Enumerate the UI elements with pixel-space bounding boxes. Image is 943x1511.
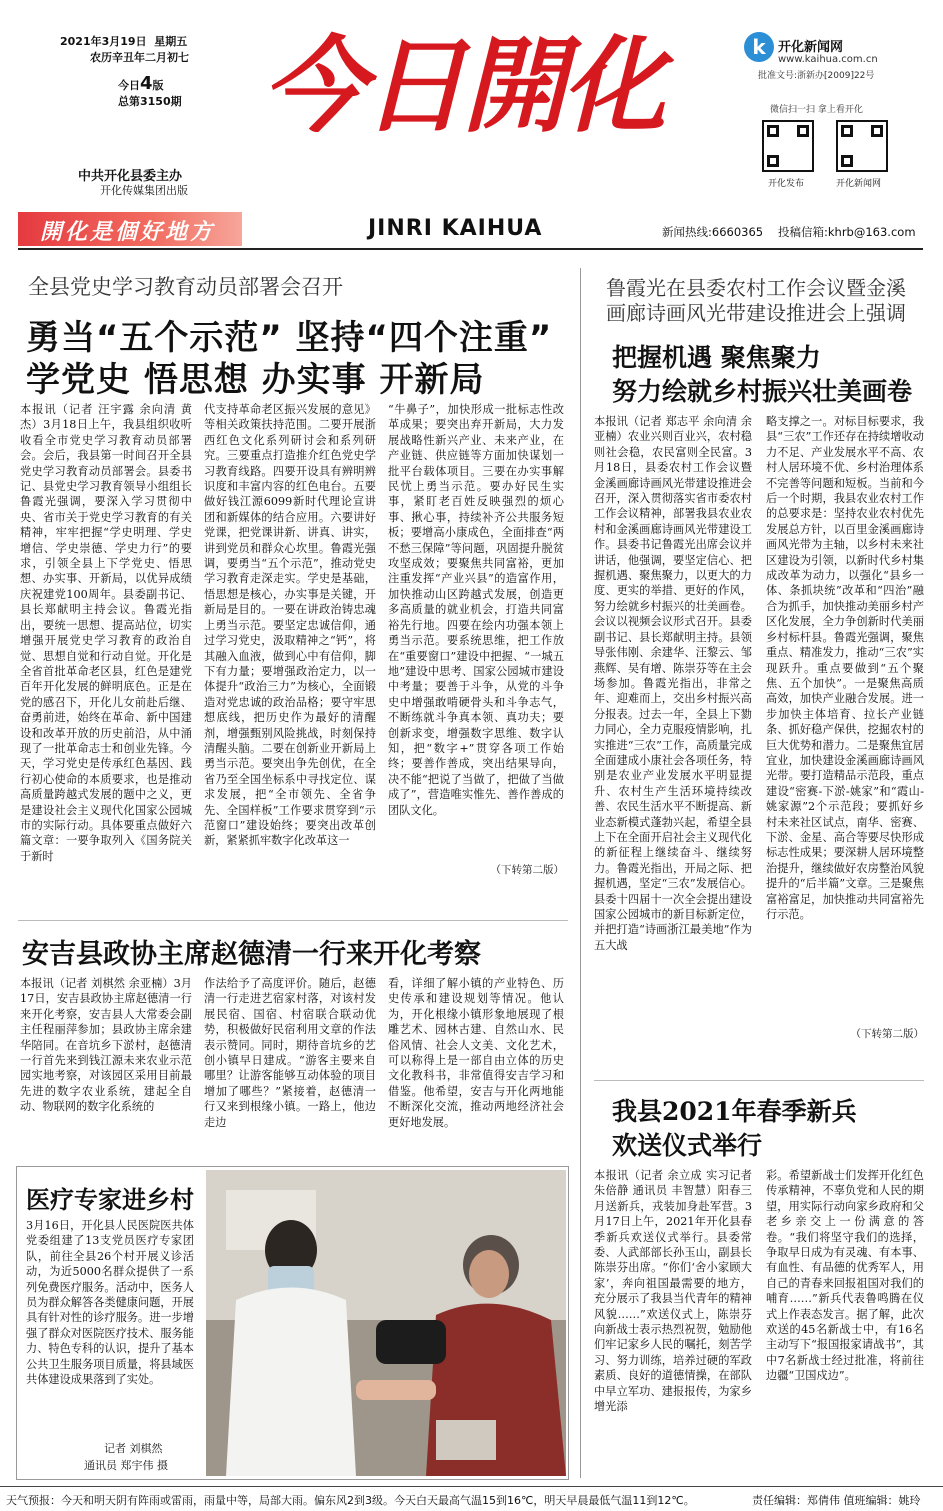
article4-byline: 记者 刘棋然 xyxy=(104,1442,163,1455)
article1-column-1: 本报讯（记者 汪宇露 余向清 黄杰）3月18日上午，我县组织收听收看全市党史学习教育动员部署会。会后，我县第一时间召开全县党史学习教育动员部署会。县委书记、县党史学习教育领导小组组长鲁霞光强调，要深入学习贯彻中央、省市关于党史学习教育的有关精神，牢牢把握“学史明理、学史增信、学史崇德、学史力行”的要求，引领全县上下学党史、悟思想、办实事、开新局，以优异成绩庆祝建党100周年。县委副书记、县长郑献明主持会议。鲁霞光指出，要统一思想、提高站位，切实增强开展党史学习教育的政治自觉、思想自觉和行动自觉。开化是全省首批革命老区县，红色是建党百年开化发展的鲜明底色。正是在党的感召下，开化儿女前赴后继、奋勇前进，始终在革命、新中国建设和改革开放的历史前沿，从中涌现了一批革命志士和创业先锋。今天，学习党史是传承红色基因、践行初心使命的本质要求，也是推动高质量跨越式发展的题中之义，更是建设社会主义现代化国家公园城市的实际行动。具体要重点做好六篇文章：一要争取列入《国务院关于新时 xyxy=(20,403,192,863)
sponsor: 中共开化县委主办 xyxy=(78,169,183,184)
article2-headline: 把握机遇 聚焦聚力 xyxy=(612,343,821,372)
email[interactable]: 投稿信箱:khrb@163.com xyxy=(778,225,916,239)
article1-column-3: “牛鼻子”，加快形成一批标志性改革成果；要突出弃开新局，大力发展战略性新兴产业、未来产业，在产业链、供应链等方面加快谋划一批平台载体项目。三要在办实事解民忧上勇当示范。要办好民生实事，紧盯老百姓反映强烈的烦心事、揪心事，持续补齐公共服务短板；要增高小康成色，全面排查“两不愁三保障”等问题，巩固提升脱贫攻坚成效；要聚焦共同富裕，更加注重发挥“产业兴县”的造富作用，加快推动山区跨越式发展，创造更多高质量的就业机会，打造共同富裕先行地。四要在绘内功强本领上勇当示范。要系统思维，把工作放在“重要窗口”建设中把握、“一城五地”建设中思考、国家公园城市建设中考量；要善于斗争，从党的斗争史中增强敢啃硬骨头和斗争志气，不断练就斗争真本领、真功夫；要创新求变，增强数字思维、数字认知，把“数字+”贯穿各项工作始终；要善作善成，突出结果导向，决不能“把说了当做了，把做了当做成了”，营造唯实惟先、善作善成的团队文化。 xyxy=(388,403,564,817)
article5-headline-2: 欢送仪式举行 xyxy=(612,1131,763,1160)
article2-column-2: 略支撑之一。对标目标要求，我县“三农”工作还存在持续增收动力不足、产业发展水平不高、农村人居环境不优、乡村治理体系不完善等问题和短板。当前和今后一个时期，我县农业农村工作的总要求是：坚持农业农村优先发展总方针，以百里金溪画廊诗画风光带为主轴，以乡村未来社区建设为引领，以新时代乡村集成改革为动力，以强化“县乡一体、条抓块统”改革和“四治”融合为抓手，加快推动美丽乡村产区化发展，全力争创新时代美丽乡村标杆县。鲁霞光强调，聚焦重点、精准发力，推动“三农”实现跃升。重点要做到“五个聚焦、五个加快”。一是聚焦高质高效，加快产业融合发展。进一步加快主体培育、拉长产业链条、抓好稳产保供，挖掘农村的巨大优势和潜力。二是聚焦宜居宜业，加快建设金溪画廊诗画风光带。要打造精品示范段，重点建设“密赛-下淤-姚家”和“霞山-姚家源”2个示范段；要抓好乡村未来社区试点，南华、密赛、下淤、金星、高合等要尽快形成标志性成果；要深耕人居环境整治提升，继续做好农房整治风貌提升的“后半篇”文章。三是聚焦富裕富足，加快推动共同富裕先行示范。 xyxy=(766,415,924,921)
article1-continued: （下转第二版） xyxy=(490,864,564,876)
slogan-bar xyxy=(18,212,242,246)
site-license: 批准文号:浙新办[2009]22号 xyxy=(758,71,875,81)
section-rule xyxy=(594,1080,924,1081)
article2-headline-2: 努力绘就乡村振兴壮美画卷 xyxy=(612,377,913,406)
slogan: 開化是個好地方 xyxy=(40,219,216,245)
site-name: 开化新闻网 xyxy=(778,40,844,55)
weather-forecast: 天气预报：今天和明天阴有阵雨或雷雨，雨量中等，局部大雨。偏东风2到3级。今天白天最高气温15到16℃，明天早晨最低气温11到12℃。 xyxy=(6,1494,695,1507)
qr-code-icon xyxy=(762,120,814,172)
article1-headline-2: 学党史 悟思想 办实事 开新局 xyxy=(26,360,485,400)
publisher: 开化传媒集团出版 xyxy=(100,184,188,197)
qr-code-icon xyxy=(836,120,888,172)
article3-column-3: 看，详细了解小镇的产业特色、历史传承和建设规划等情况。他认为，开化根缘小镇形象地展现了根雕艺术、园林古建、自然山水、民俗风情、社会人文美、文化艺术，可以称得上是一部自由立体的历史文化教科书，非常值得安吉学习和借鉴。他希望，安吉与开化两地能不断深化交流，推动两地经济社会更好地发展。 xyxy=(388,977,564,1129)
qr1-label: 开化发布 xyxy=(768,179,805,189)
site-url[interactable]: www.kaihua.com.cn xyxy=(778,54,878,65)
article3-column-2: 作法给予了高度评价。随后，赵德清一行走进艺宿家村落，对该村发展民宿、国宿、村宿联合联动优势，积极做好民宿利用文章的作法表示赞同。同时，期待音坑乡的艺创小镇早日建成。“游客主要来自哪里？让游客能够互动体验的项目增加了哪些？”紧接着，赵德清一行又来到根缘小镇。一路上，他边走边 xyxy=(204,977,376,1129)
article2-column-1: 本报讯（记者 郑志平 余向清 余亚楠）农业兴则百业兴，农村稳则社会稳，农民富则全民富。3月18日，县委农村工作会议暨金溪画廊诗画风光带建设推进会召开，深入贯彻落实省市委农村工作会议精神，部署我县农业农村和金溪画廊诗画风光带建设工作。县委书记鲁霞光出席会议并讲话，他强调，要坚定信心、把握机遇、聚焦聚力，以更大的力度、更实的举措、更好的作风，努力绘就乡村振兴的壮美画卷。会议以视频会议形式召开。县委副书记、县长郑献明主持。县领导张伟刚、余建华、汪黎云、邹燕辉、吴有增、陈崇芬等在主会场参加。鲁霞光指出，非常之年、迎难而上，交出乡村振兴高分报表。过去一年，全县上下勠力同心，全力克服疫情影响，扎实推进“三农”工作，高质量完成全面建成小康社会各项任务，特别是农业产业发展水平明显提升、农村生产生活环境持续改善、农民生活水平不断提高、新业态新模式蓬勃兴起，希望全县上下在全面开启社会主义现代化的新征程上继续奋斗、继续努力。鲁霞光指出，开局之际、把握机遇，坚定“三农”发展信心。县委十四届十一次全会提出建设国家公园城市的新目标新定位，并把打造“诗画浙江最美地”作为五大战 xyxy=(594,415,752,952)
serial-number: 总第3150期 xyxy=(118,95,182,108)
article2-continued: （下转第二版） xyxy=(850,1028,924,1040)
article4-headline: 医疗专家进乡村 xyxy=(26,1186,194,1214)
article4-byline-photo: 通讯员 郑宇伟 摄 xyxy=(84,1459,168,1472)
qr-hint: 微信扫一扫 拿上看开化 xyxy=(770,105,863,115)
masthead-pinyin: JINRI KAIHUA xyxy=(368,216,543,241)
article4-body: 3月16日，开化县人民医院医共体党委组建了13支党员医疗专家团队，前往全县26个村开展义诊活动，为近5000名群众提供了一系列免费医疗服务。活动中，医务人员为群众解答各类健康问题，开展具有针对性的诊疗服务。进一步增强了群众对医院医疗技术、服务能力、特色专科的认识，提升了基本公共卫生服务项目质量，将县域医共体建设成果落到了实处。 xyxy=(26,1219,194,1387)
article1-kicker: 全县党史学习教育动员部署会召开 xyxy=(28,275,343,299)
hotline: 新闻热线:6660365 xyxy=(662,225,764,239)
article3-headline: 安吉县政协主席赵德清一行来开化考察 xyxy=(22,939,481,970)
footer-rule xyxy=(0,1486,943,1487)
column-divider xyxy=(580,268,581,1478)
article5-headline: 我县2021年春季新兵 xyxy=(612,1097,857,1126)
header-rule xyxy=(18,248,923,250)
kaihua-news-logo-icon: k xyxy=(744,32,774,62)
article1-headline: 勇当“五个示范” 坚持“四个注重” xyxy=(26,318,553,358)
qr2-label: 开化新闻网 xyxy=(836,179,882,189)
article5-column-1: 本报讯（记者 余立成 实习记者 朱倍静 通讯员 丰智慧）阳春三月送新兵，戎装加身赴军营。3月17日上午，2021年开化县春季新兵欢送仪式举行。县委常委、人武部部长孙玉山，副县长陈崇芬出席。“你们‘舍小家顾大家’，奔向祖国最需要的地方，充分展示了我县当代青年的精神风貌……”欢送仪式上，陈崇芬向新战士表示热烈祝贺，勉励他们牢记家乡人民的嘱托，刻苦学习、努力训练，培养过硬的军政素质、良好的道德情操，在部队中早立军功、建报报传，为家乡增光添 xyxy=(594,1169,752,1414)
editors: 责任编辑：郑倩伟 值班编辑：姚玲 xyxy=(752,1494,921,1507)
article1-column-2: 代支持革命老区振兴发展的意见》等相关政策扶持范围。二要开展浙西红色文化系列研讨会和系列研究。三要重点打造推介红色党史学习教育线路。四要开设具有辨明辨识度和丰富内容的红色电台。五要做好钱江源6099新时代理论宣讲团和新媒体的结合应用。六要讲好党课，把党课讲新、讲真、讲实，讲到党员和群众心坎里。鲁霞光强调，要勇当“五个示范”，推动党史学习教育走深走实。学史是基础，悟思想是核心，办实事是关键，开新局是目的。一要在讲政治铸忠魂上勇当示范。要坚定忠诚信仰，通过学习党史，汲取精神之“钙”，将其融入血液，做到心中有信仰，脚下有力量；要增强政治定力，以一体提升“政治三力”为核心，全面锻造对党忠诚的政治品格；要守牢思想底线，把历史作为最好的清醒剂，增强甄别风险挑战，时刻保持清醒头脑。二要在创新业开新局上勇当示范。要突出争先创优，在全省乃至全国坐标系中寻找定位、谋求发展，把“全市领先、全省争先、全国样板”工作要求贯穿到“示范窗口”建设始终；要突出改革创新，紧紧抓牢数字化改革这一 xyxy=(204,403,376,848)
section-rule xyxy=(18,920,568,921)
article2-kicker: 鲁霞光在县委农村工作会议暨金溪画廊诗画风光带建设推进会上强调 xyxy=(606,276,906,325)
medical-checkup-photo xyxy=(206,1170,566,1476)
article3-column-1: 本报讯（记者 刘棋然 余亚楠）3月17日，安吉县政协主席赵德清一行来开化考察，安吉县人大常委会副主任程丽萍参加；县政协主席余建华陪同。在音坑乡下淤村，赵德清一行首先来到钱江源未来农业示范园实地考察，对该园区采用目前最先进的数字农业系统，建起全自动、物联网的数字化系统的 xyxy=(20,977,192,1114)
issue-date: 2021年3月19日 星期五 xyxy=(60,35,188,48)
page-count: 今日4版 xyxy=(118,73,164,94)
article5-column-2: 彩。希望新战士们发挥开化红色传承精神，不辜负党和人民的期望，用实际行动向家乡政府和父老乡亲交上一份满意的答卷。“我们将坚守我们的选择，争取早日成为有灵魂、有本事、有血性、有品德的优秀军人，用自己的青春来回报祖国对我们的哺育……”新兵代表鲁鸣腾在仪式上作表态发言。据了解，此次欢送的45名新战士中，有16名主动写下“报国报家请战书”，其中7名新战士经过批准，将前往边疆“卫国戍边”。 xyxy=(766,1169,924,1383)
lunar-date: 农历辛丑年二月初七 xyxy=(90,51,189,64)
masthead-logo: 今日開化 xyxy=(262,24,663,147)
